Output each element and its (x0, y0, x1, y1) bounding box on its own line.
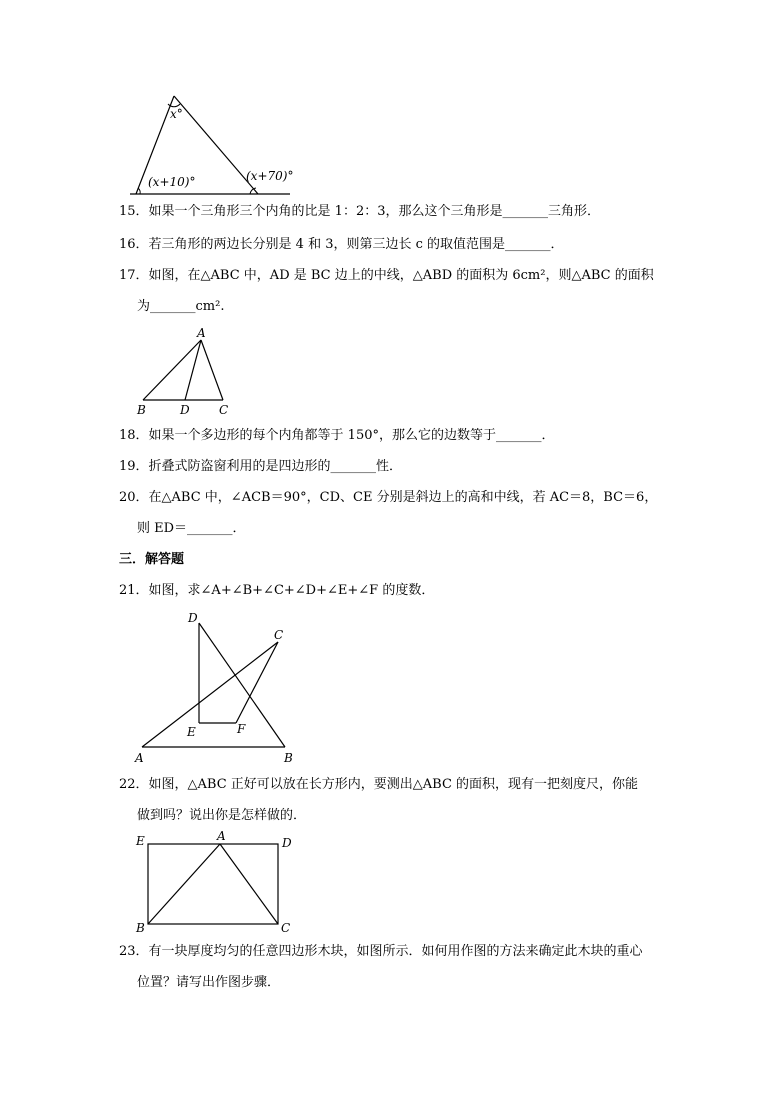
six-angles-svg (132, 606, 302, 766)
question-22-line1: 22．如图，△ABC 正好可以放在长方形内，要测出△ABC 的面积，现有一把刻度尺，你能 (119, 777, 639, 792)
label-f: F (237, 722, 246, 736)
angle-label-left: (x+10)° (148, 175, 196, 189)
question-16: 16．若三角形的两边长分别是 4 和 3，则第三边长 c 的取值范围是_______． (119, 237, 564, 252)
question-19: 19．折叠式防盗窗利用的是四边形的_______性． (119, 459, 403, 474)
figure-six-angles (132, 606, 302, 766)
question-20-line2: 则 ED＝_______． (137, 521, 246, 536)
angle-triangle-svg (130, 90, 310, 200)
angle-label-right: (x+70)° (246, 169, 294, 183)
triangle-side-ac (220, 844, 278, 924)
question-20-line1: 20．在△ABC 中，∠ACB＝90°，CD、CE 分别是斜边上的高和中线，若 AC＝8，BC＝6， (119, 490, 658, 505)
question-23-line1: 23．有一块厚度均匀的任意四边形木块，如图所示．如何用作图的方法来确定此木块的重心 (119, 944, 643, 959)
figure-rectangle-triangle (132, 828, 302, 938)
question-17-line1: 17．如图，在△ABC 中，AD 是 BC 边上的中线，△ABD 的面积为 6cm²，则△ABC 的面积 (119, 268, 654, 283)
section-heading: 三．解答题 (119, 552, 185, 567)
label-e: E (187, 725, 196, 739)
segment-fc (236, 642, 278, 723)
angle-label-top: x° (170, 107, 183, 121)
question-23-line2: 位置？请写出作图步骤． (137, 975, 281, 990)
question-21: 21．如图，求∠A+∠B+∠C+∠D+∠E+∠F 的度数． (119, 583, 435, 598)
figure-median-triangle (135, 326, 245, 421)
label-b: B (136, 921, 145, 935)
median-triangle-svg (135, 326, 245, 421)
rectangle-triangle-svg (132, 828, 302, 938)
question-22-line2: 做到吗？说出你是怎样做的． (137, 808, 307, 823)
label-d: D (282, 836, 292, 850)
question-17-line2: 为_______cm². (137, 299, 225, 314)
label-c: C (274, 628, 284, 642)
label-c: C (281, 921, 291, 935)
label-e: E (136, 834, 145, 848)
label-d: D (180, 403, 190, 417)
label-d: D (188, 611, 198, 625)
side-ab (143, 340, 201, 400)
label-a: A (197, 326, 206, 340)
label-b: B (137, 403, 146, 417)
label-c: C (219, 403, 229, 417)
side-ac (201, 340, 223, 400)
segment-ca (142, 642, 278, 747)
rectangle-ebcd (148, 844, 278, 924)
angle-arc-left (138, 188, 140, 194)
question-15: 15．如果一个三角形三个内角的比是 1：2：3，那么这个三角形是_______三角形． (119, 204, 600, 219)
triangle-side-ba (148, 844, 220, 924)
question-18: 18．如果一个多边形的每个内角都等于 150°，那么它的边数等于_______． (119, 428, 555, 443)
label-a: A (217, 829, 226, 843)
label-a: A (135, 751, 144, 765)
figure-angle-triangle (130, 90, 310, 200)
label-b: B (284, 751, 293, 765)
